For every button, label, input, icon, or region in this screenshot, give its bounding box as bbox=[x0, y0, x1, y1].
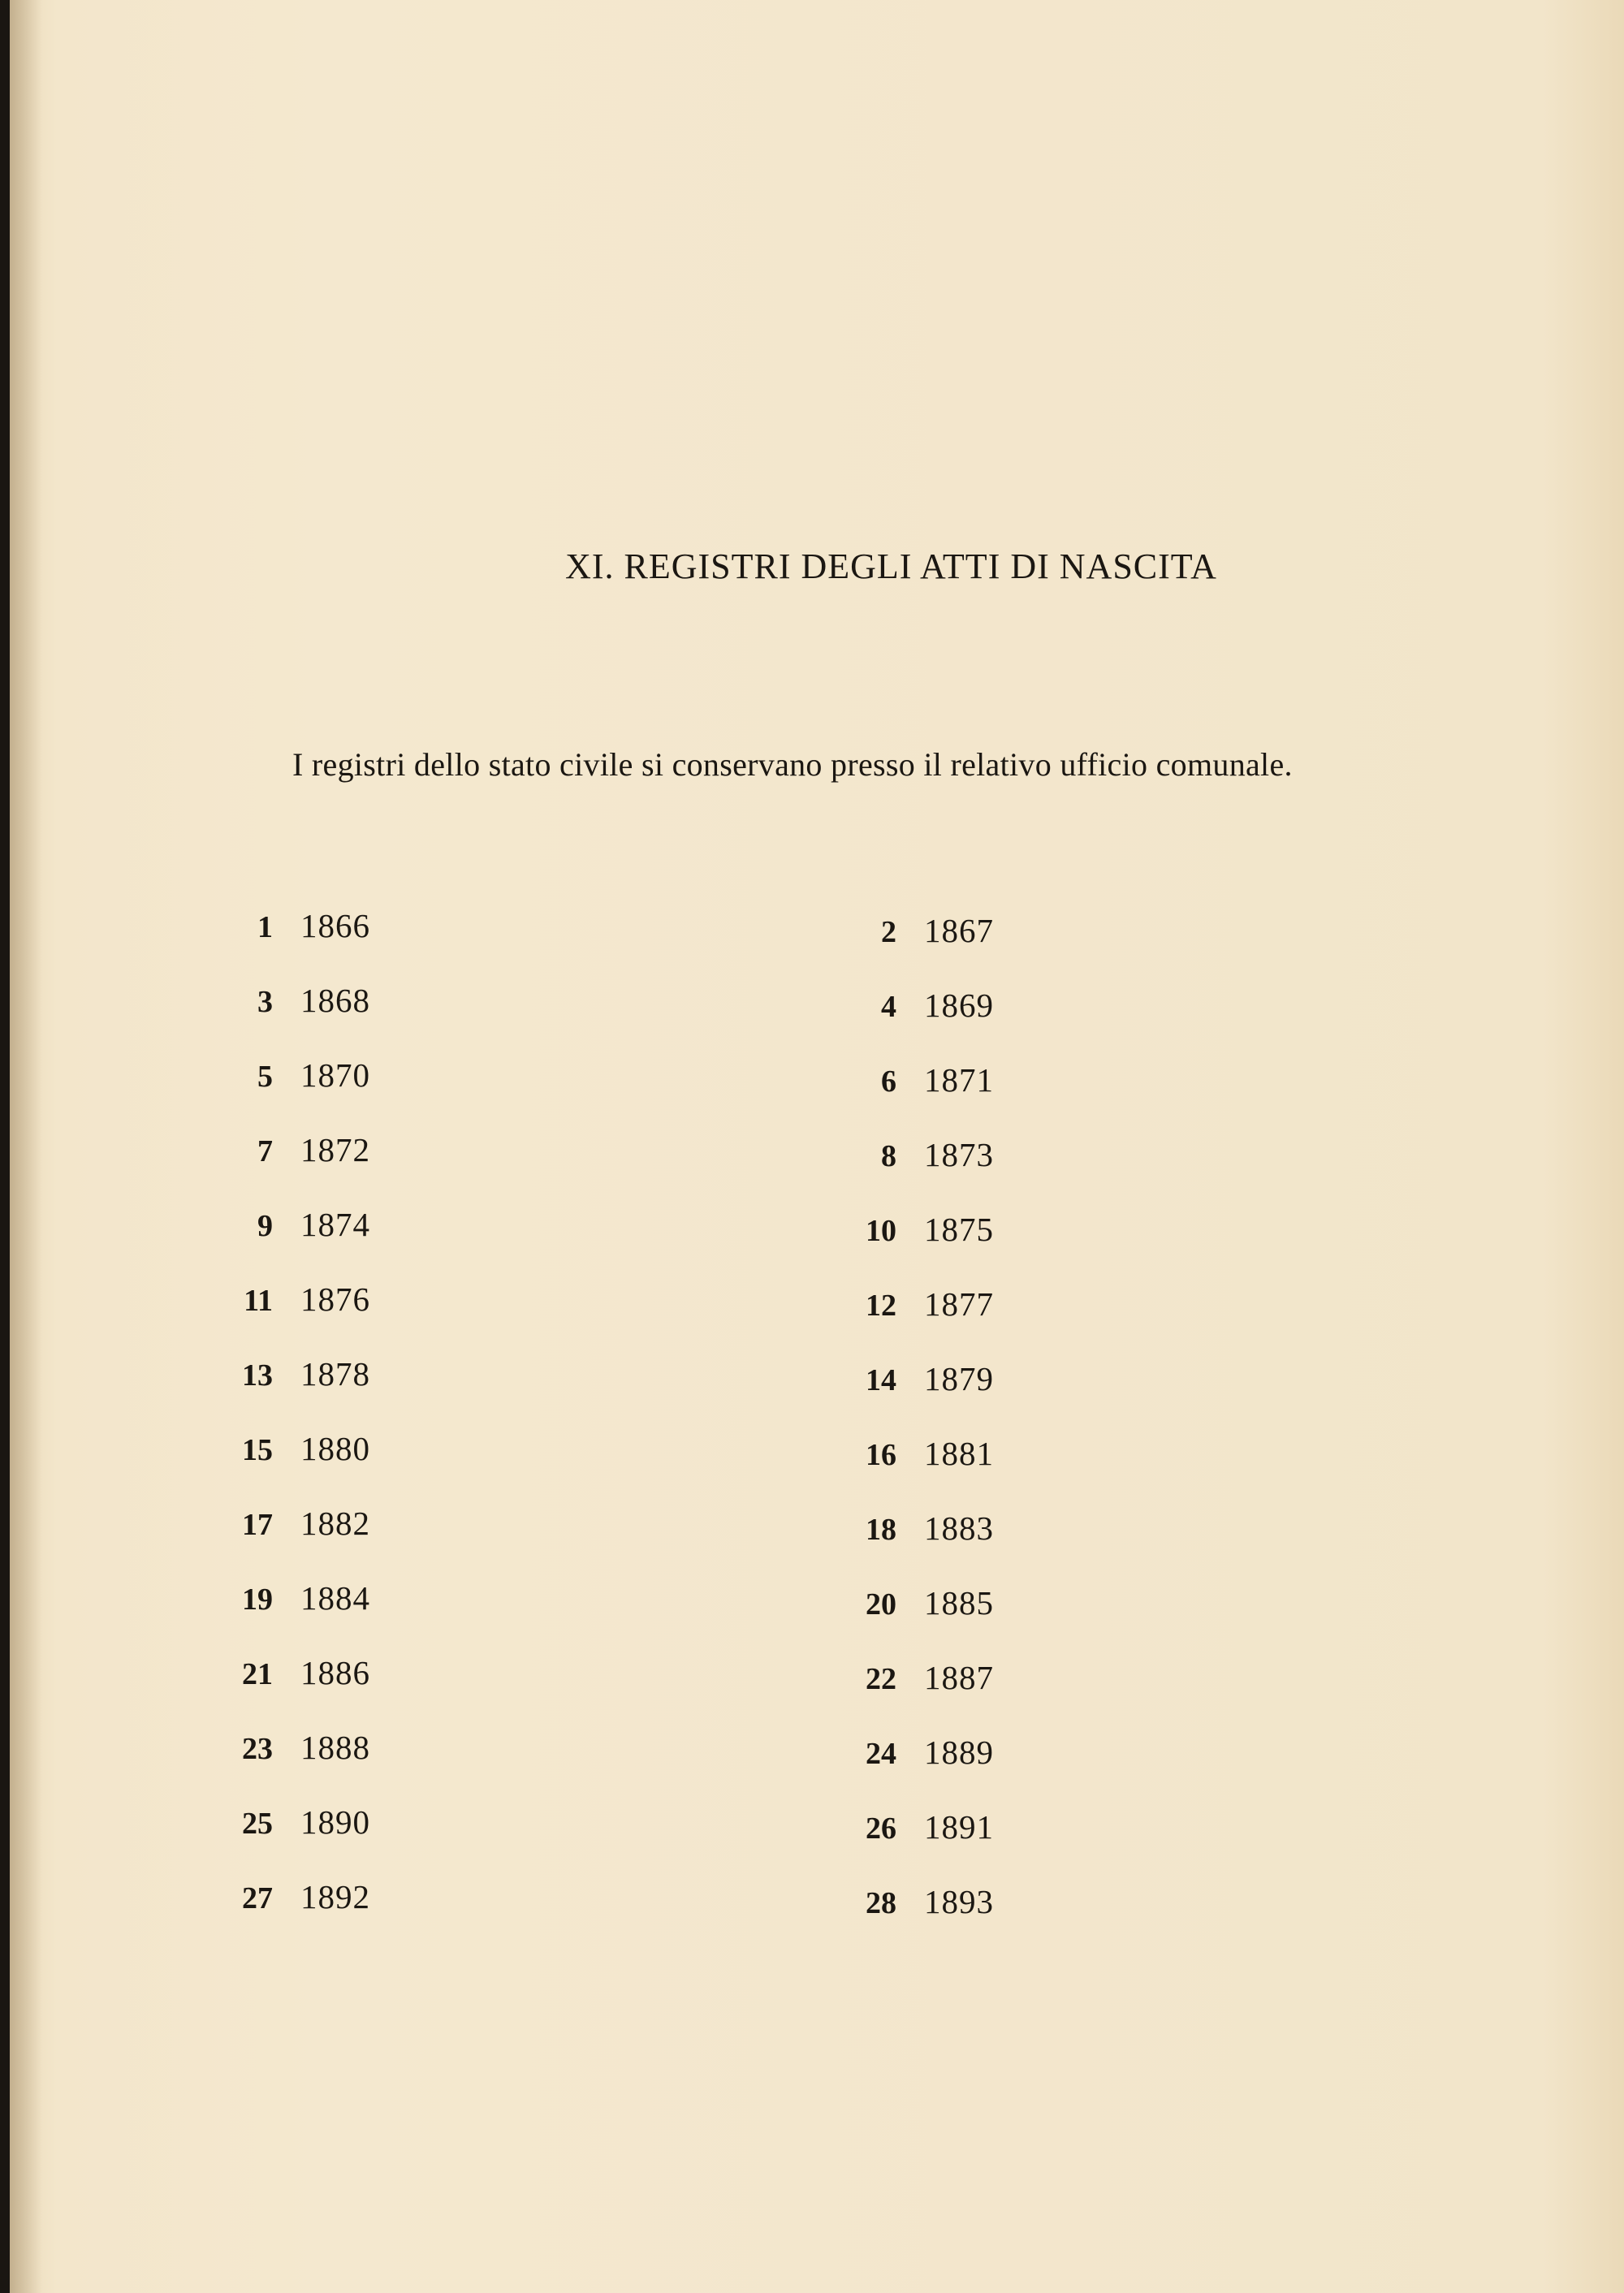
register-year: 1883 bbox=[924, 1509, 994, 1547]
register-number: 3 bbox=[257, 985, 273, 1019]
register-number: 9 bbox=[257, 1209, 273, 1243]
register-number: 11 bbox=[244, 1284, 273, 1318]
register-number: 19 bbox=[242, 1583, 273, 1617]
list-item bbox=[203, 1728, 463, 1803]
list-item bbox=[827, 911, 1086, 986]
register-year: 1889 bbox=[924, 1734, 994, 1771]
list-item bbox=[827, 1285, 1086, 1359]
register-number: 22 bbox=[866, 1662, 896, 1696]
register-number: 4 bbox=[881, 990, 896, 1024]
list-item bbox=[203, 906, 463, 981]
register-list-right bbox=[827, 911, 1086, 1957]
register-list-left bbox=[203, 906, 463, 1952]
list-item bbox=[827, 1434, 1086, 1509]
register-year: 1880 bbox=[300, 1430, 370, 1467]
register-year: 1877 bbox=[924, 1285, 994, 1323]
register-year: 1867 bbox=[924, 912, 994, 949]
register-year: 1869 bbox=[924, 987, 994, 1024]
register-year: 1888 bbox=[300, 1729, 370, 1766]
register-number: 16 bbox=[866, 1438, 896, 1472]
list-item bbox=[827, 1509, 1086, 1583]
register-year: 1879 bbox=[924, 1360, 994, 1397]
list-item bbox=[203, 1205, 463, 1280]
register-number: 24 bbox=[866, 1737, 896, 1771]
list-item bbox=[827, 986, 1086, 1060]
register-year: 1886 bbox=[300, 1654, 370, 1691]
register-number: 2 bbox=[881, 915, 896, 949]
register-year: 1874 bbox=[300, 1206, 370, 1243]
register-number: 21 bbox=[242, 1657, 273, 1691]
register-number: 27 bbox=[242, 1881, 273, 1915]
register-year: 1878 bbox=[300, 1355, 370, 1393]
list-item bbox=[827, 1583, 1086, 1658]
register-number: 12 bbox=[866, 1289, 896, 1323]
list-item bbox=[203, 1578, 463, 1653]
register-number: 7 bbox=[257, 1134, 273, 1168]
list-item bbox=[203, 1803, 463, 1877]
list-item bbox=[827, 1807, 1086, 1882]
register-year: 1890 bbox=[300, 1803, 370, 1841]
list-item bbox=[203, 981, 463, 1056]
register-year: 1885 bbox=[924, 1584, 994, 1622]
register-year: 1893 bbox=[924, 1883, 994, 1920]
register-year: 1891 bbox=[924, 1808, 994, 1846]
list-item bbox=[203, 1354, 463, 1429]
register-year: 1881 bbox=[924, 1435, 994, 1472]
register-year: 1887 bbox=[924, 1659, 994, 1696]
list-item bbox=[827, 1733, 1086, 1807]
list-item bbox=[827, 1060, 1086, 1135]
register-number: 25 bbox=[242, 1807, 273, 1841]
register-year: 1876 bbox=[300, 1280, 370, 1318]
list-item bbox=[203, 1429, 463, 1504]
register-number: 15 bbox=[242, 1433, 273, 1467]
register-year: 1884 bbox=[300, 1579, 370, 1617]
register-year: 1872 bbox=[300, 1131, 370, 1168]
register-number: 1 bbox=[257, 910, 273, 944]
book-spine bbox=[0, 0, 10, 2293]
register-number: 10 bbox=[866, 1214, 896, 1248]
register-year: 1873 bbox=[924, 1136, 994, 1173]
register-year: 1868 bbox=[300, 982, 370, 1019]
list-item bbox=[203, 1130, 463, 1205]
list-item bbox=[203, 1877, 463, 1952]
register-number: 13 bbox=[242, 1358, 273, 1393]
register-number: 5 bbox=[257, 1060, 273, 1094]
register-year: 1882 bbox=[300, 1505, 370, 1542]
list-item bbox=[827, 1359, 1086, 1434]
register-number: 26 bbox=[866, 1812, 896, 1846]
register-year: 1875 bbox=[924, 1211, 994, 1248]
register-year: 1892 bbox=[300, 1878, 370, 1915]
register-number: 14 bbox=[866, 1363, 896, 1397]
list-item bbox=[203, 1280, 463, 1354]
intro-paragraph: I registri dello stato civile si conservano presso il relativo ufficio comunale. bbox=[292, 746, 1293, 783]
list-item bbox=[827, 1882, 1086, 1957]
list-item bbox=[203, 1504, 463, 1578]
register-year: 1870 bbox=[300, 1056, 370, 1094]
list-item bbox=[203, 1653, 463, 1728]
register-number: 23 bbox=[242, 1732, 273, 1766]
list-item bbox=[827, 1658, 1086, 1733]
list-item bbox=[827, 1210, 1086, 1285]
page-title: XI. REGISTRI DEGLI ATTI DI NASCITA bbox=[565, 546, 1217, 586]
register-number: 17 bbox=[242, 1508, 273, 1542]
register-year: 1866 bbox=[300, 907, 370, 944]
list-item bbox=[203, 1056, 463, 1130]
register-year: 1871 bbox=[924, 1061, 994, 1099]
register-number: 6 bbox=[881, 1064, 896, 1099]
register-number: 8 bbox=[881, 1139, 896, 1173]
spine-shadow bbox=[10, 0, 42, 2293]
register-number: 28 bbox=[866, 1886, 896, 1920]
register-number: 18 bbox=[866, 1513, 896, 1547]
register-number: 20 bbox=[866, 1587, 896, 1622]
list-item bbox=[827, 1135, 1086, 1210]
